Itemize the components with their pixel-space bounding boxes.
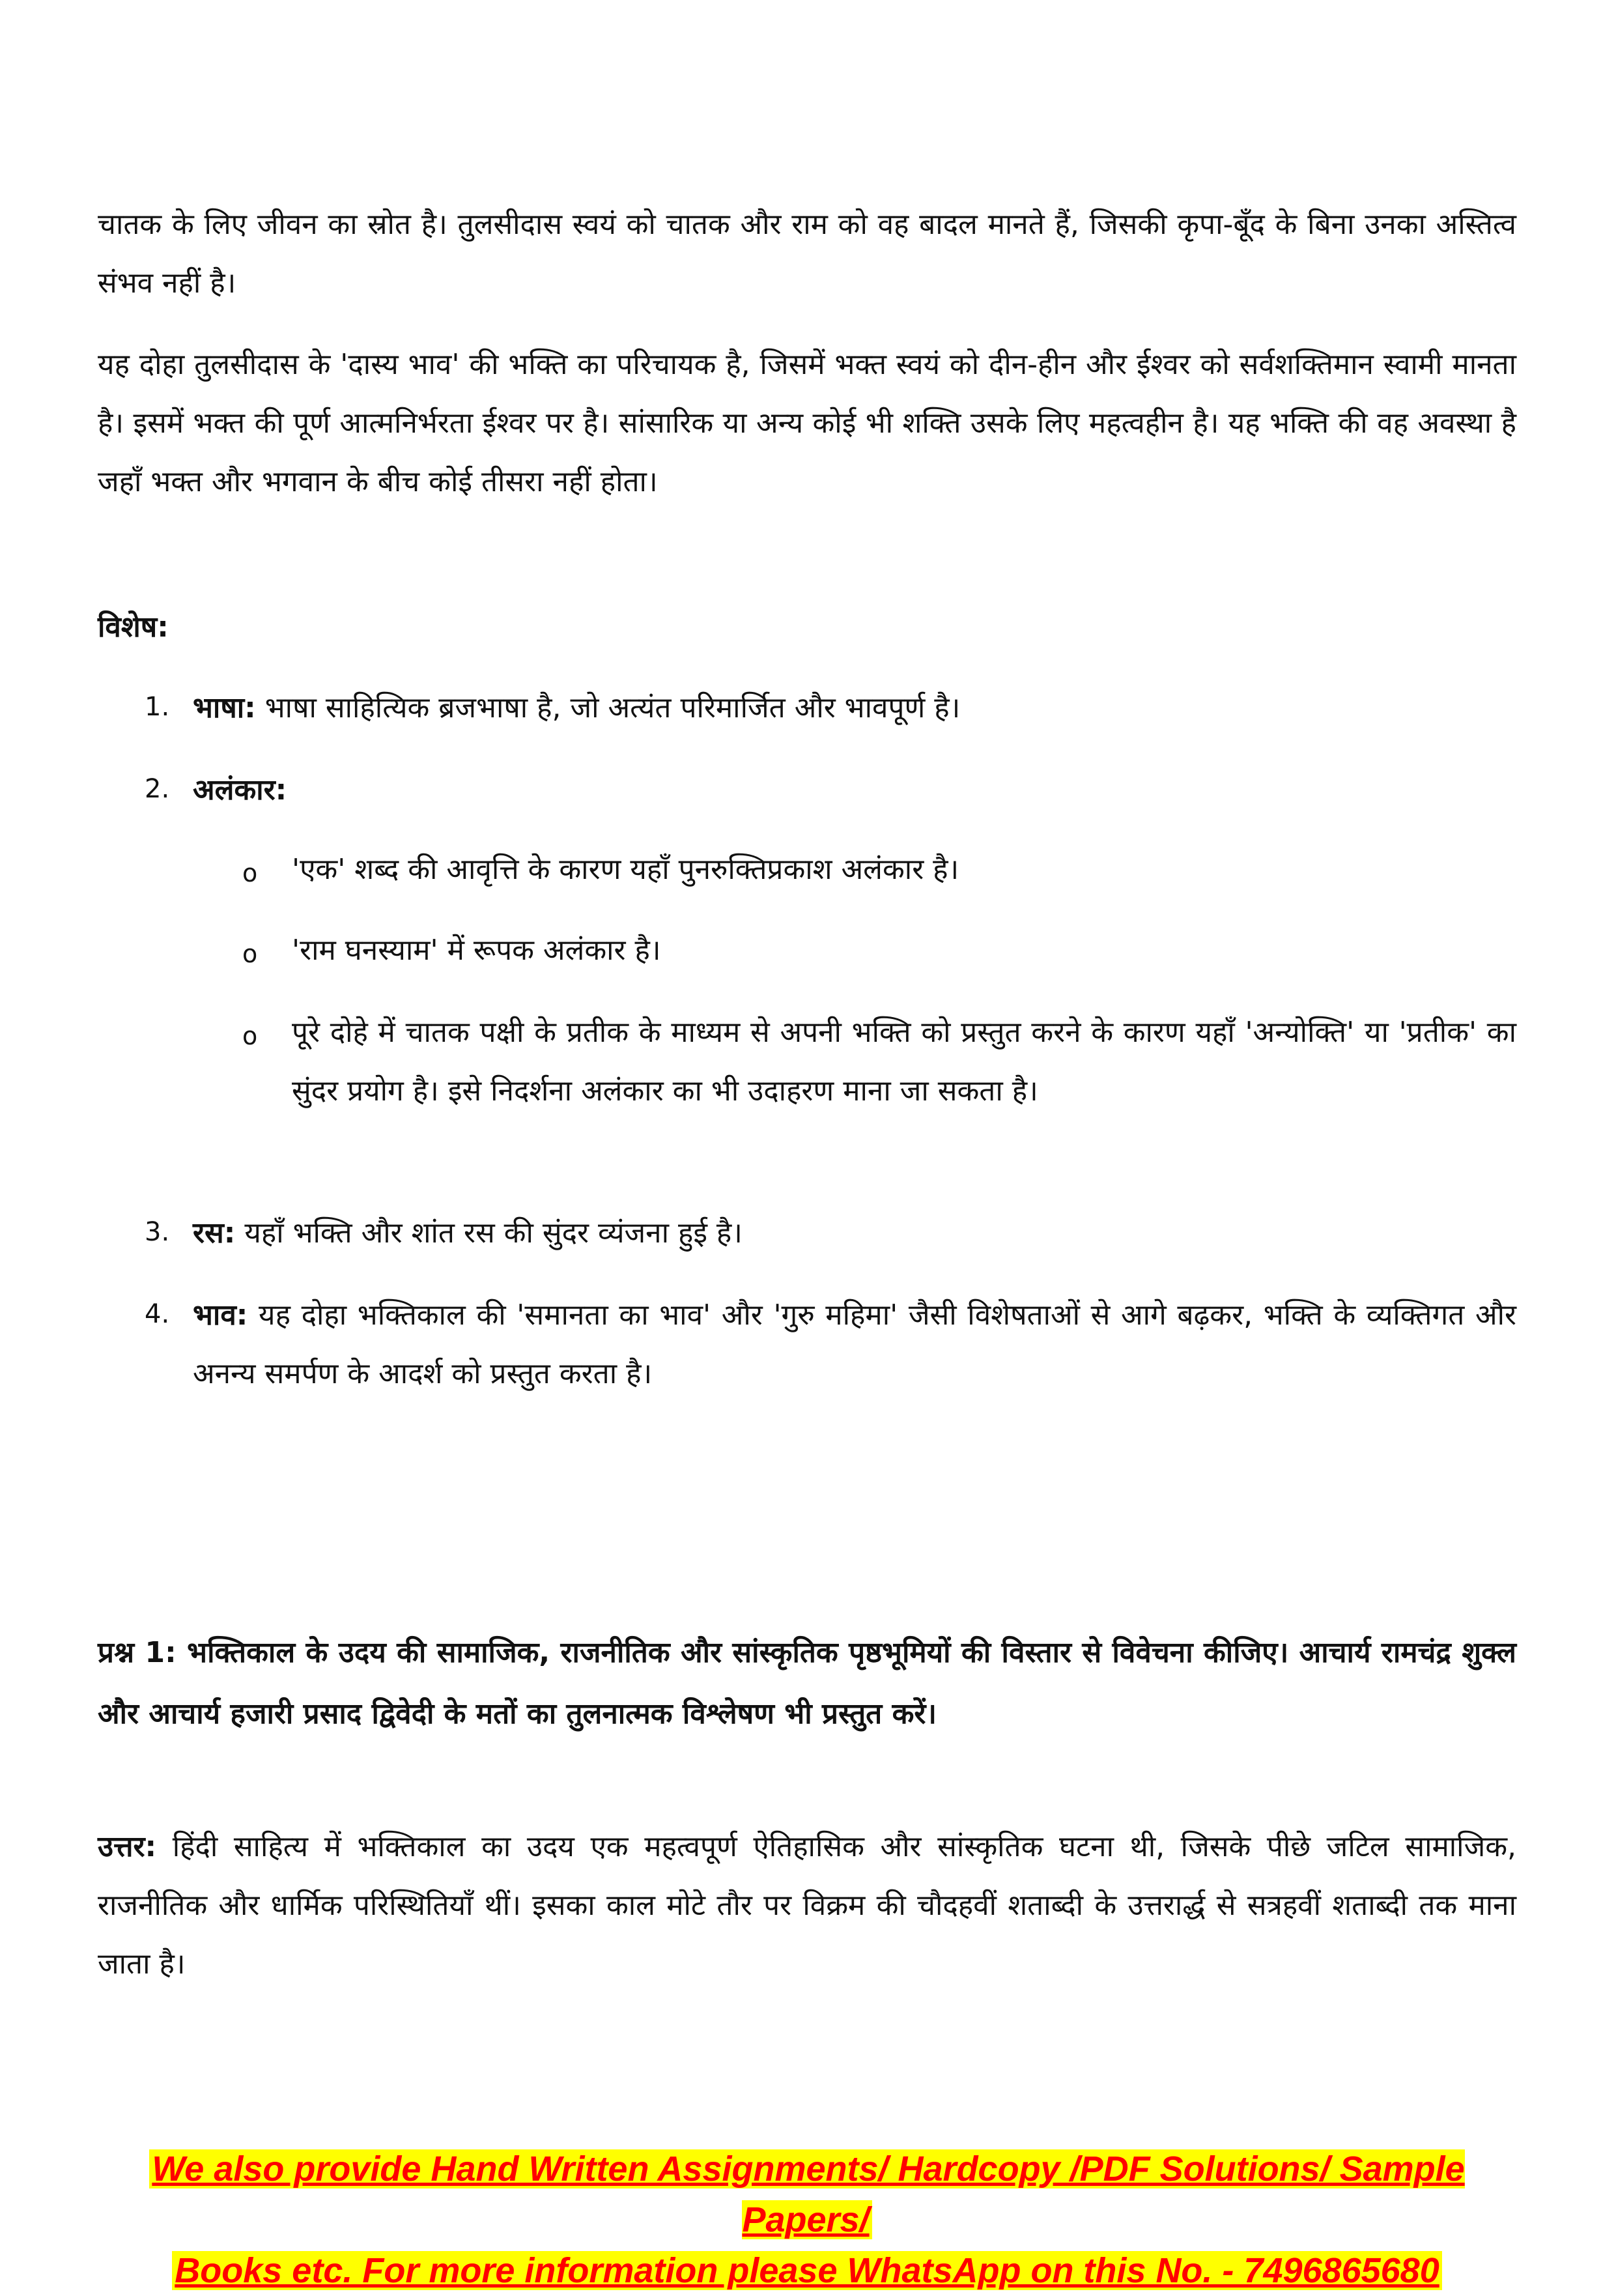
list-label-ras: रस: — [193, 1216, 236, 1250]
list-text-bhasha: भाषा साहित्यिक ब्रजभाषा है, जो अत्यंत परिमार्जित और भावपूर्ण है। — [255, 691, 961, 725]
list-item-ras — [193, 1204, 1516, 1263]
list-label-bhav: भाव: — [193, 1299, 248, 1332]
answer-text: हिंदी साहित्य में भक्तिकाल का उदय एक महत्वपूर्ण ऐतिहासिक और सांस्कृतिक घटना थी, जिसके पीछे जटिल सामाजिक, राजनीतिक और धार्मिक परिस्थितियाँ थीं। इसका काल मोटे तौर पर विक्रम की चौदहवीं शताब्दी के उत्तरार्द्ध से सत्रहवीं शताब्दी तक माना जाता है। — [98, 1830, 1516, 1981]
sublist-item-roopak: 'राम घनस्याम' में रूपक अलंकार है। — [292, 934, 661, 967]
question-1: प्रश्न 1: भक्तिकाल के उदय की सामाजिक, राजनीतिक और सांस्कृतिक पृष्ठभूमियों की विस्तार से विवेचना कीजिए। आचार्य रामचंद्र शुक्ल और आचार्य हजारी प्रसाद द्विवेदी के मतों का तुलनात्मक विश्लेषण भी प्रस्तुत करें। — [98, 1636, 1516, 1730]
footer-line-1: We also provide Hand Written Assignments/ Hardcopy /PDF Solutions/ Sample Papers/ — [149, 2149, 1464, 2239]
list-number-3: 3. — [145, 1217, 170, 1247]
bullet-icon: o — [242, 859, 258, 887]
list-label-bhasha: भाषा: — [193, 691, 256, 725]
list-number-4: 4. — [145, 1299, 170, 1329]
list-number-2: 2. — [145, 774, 170, 804]
vishesh-heading: विशेष: — [98, 610, 169, 644]
list-item-alankar — [193, 761, 1516, 820]
sublist-item-punarukti: 'एक' शब्द की आवृत्ति के कारण यहाँ पुनरुक्तिप्रकाश अलंकार है। — [292, 853, 959, 886]
footer-promo — [98, 2144, 1516, 2296]
answer-paragraph — [98, 1818, 1516, 1994]
footer-line-2: Books etc. For more information please WhatsApp on this No. - 7496865680 — [172, 2251, 1441, 2290]
sublist-item-anyokti: पूरे दोहे में चातक पक्षी के प्रतीक के माध्यम से अपनी भक्ति को प्रस्तुत करने के कारण यहाँ 'अन्योक्ति' या 'प्रतीक' का सुंदर प्रयोग है। इसे निदर्शना अलंकार का भी उदाहरण माना जा सकता है। — [292, 1016, 1516, 1108]
list-item-bhav — [193, 1286, 1516, 1403]
answer-label: उत्तर: — [98, 1830, 157, 1863]
paragraph-chatak-intro: चातक के लिए जीवन का स्रोत है। तुलसीदास स्वयं को चातक और राम को वह बादल मानते हैं, जिसकी कृपा-बूँद के बिना उनका अस्तित्व संभव नहीं है। — [98, 208, 1516, 300]
list-label-alankar: अलंकार: — [193, 773, 287, 807]
list-number-1: 1. — [145, 692, 170, 722]
list-text-bhav: यह दोहा भक्तिकाल की 'समानता का भाव' और 'गुरु महिमा' जैसी विशेषताओं से आगे बढ़कर, भक्ति के व्यक्तिगत और अनन्य समर्पण के आदर्श को प्रस्तुत करता है। — [193, 1299, 1516, 1390]
paragraph-dasya-bhav: यह दोहा तुलसीदास के 'दास्य भाव' की भक्ति का परिचायक है, जिसमें भक्त स्वयं को दीन-हीन और ईश्वर को सर्वशक्तिमान स्वामी मानता है। इसमें भक्त की पूर्ण आत्मनिर्भरता ईश्वर पर है। सांसारिक या अन्य कोई भी शक्ति उसके लिए महत्वहीन है। यह भक्ति की वह अवस्था है जहाँ भक्त और भगवान के बीच कोई तीसरा नहीं होता। — [98, 348, 1516, 498]
list-item-bhasha — [193, 679, 1516, 738]
list-text-ras: यहाँ भक्ति और शांत रस की सुंदर व्यंजना हुई है। — [235, 1216, 743, 1250]
bullet-icon: o — [242, 1022, 258, 1050]
bullet-icon: o — [242, 940, 258, 968]
